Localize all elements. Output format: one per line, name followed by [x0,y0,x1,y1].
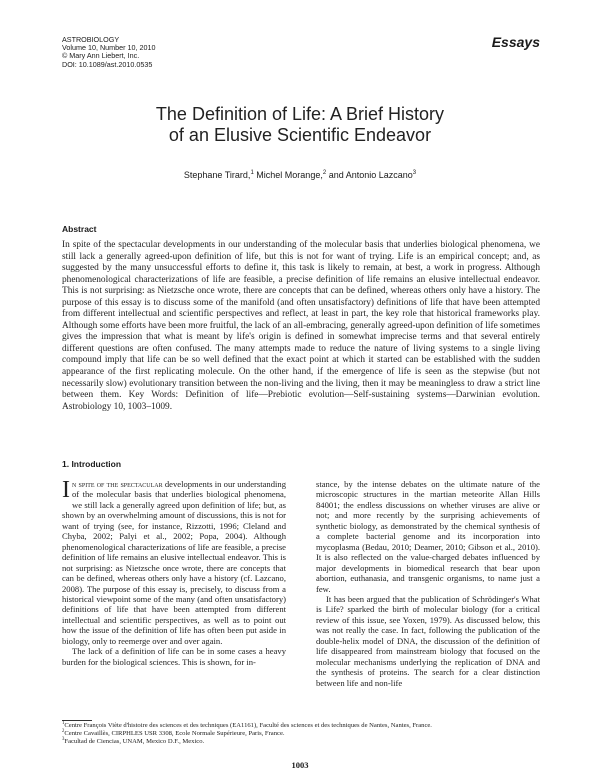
footnote [62,730,542,738]
body-paragraph: stance, by the intense debates on the ultimate nature of the microscopic structures in the martian meteorite Allan Hills 84001; the endless discussions on whether viruses are alive or not; and more recently by the surprising achievements of synthetic biology, as demonstrated by the chemical synthesis of a complete bacterial genome and its incorporation into mycoplasma (Bedau, 2010; Deamer, 2010; Gibson et al., 2010). It is also reflected on the value-charged debates influenced by major developments in biomedical research that bear upon abortion, euthanasia, and transgenic organisms, to name just a few. [316,479,540,594]
journal-header [62,36,156,69]
footnote-mark: 1 [62,720,65,726]
author-name: and Antonio Lazcano [328,170,413,180]
footnote [62,738,542,746]
journal-volume: Volume 10, Number 10, 2010 [62,43,156,53]
author-list [0,170,600,180]
footnote-mark: 2 [62,728,65,734]
author-name: Michel Morange, [256,170,323,180]
author-name: Stephane Tirard, [183,170,251,180]
footnote [62,722,542,730]
body-paragraph: The lack of a definition of life can be in some cases a heavy burden for the biological sciences. This is shown, for in- [62,646,286,667]
footnote-text: Centre Cavaillès, CIRPHLES USR 3308, Ecole Normale Supérieure, Paris, France. [64,730,285,738]
author-affiliation-mark: 1 [250,170,254,176]
page-number: 1003 [291,760,309,770]
footnote-mark: 3 [62,737,65,742]
body-paragraph: It has been argued that the publication of Schrödinger's What is Life? sparked the birth of molecular biology (for a critical review of this issue, see Yoxen, 1979). As discussed below, this was not really the case. In fact, following the publication of the double-helix model of DNA, the discussion of the definition of life disappeared from mainstream biology that focused on the molecular mechanisms underlying the replication of DNA and the synthesis of proteins. The search for a clear distinction between life and non-life [316,593,540,688]
author-affiliation-mark: 3 [412,170,417,176]
section-label: Essays [491,34,540,50]
abstract-text: In spite of the spectacular developments in our understanding of the molecular basis that underlies biological phenomena, we still lack a generally agreed-upon definition of life, but this is not for want of trying. Life is an empirical concept; and, as suggested by the many unsuccessful efforts to define it, this task is likely to remain, at best, a work in progress. Although phenomenological characterizations of life are feasible, a precise definition of life remains an elusive intellectual endeavor. This is not surprising: as Nietzsche once wrote, there are concepts that can be defined, whereas others only have a history. The purpose of this essay is to discuss some of the manifold (and often unsatisfactory) definitions of life that have been attempted from different intellectual and scientific perspectives and reflect, at least in part, the key role that historical frameworks play. Although some efforts have been more fruitful, the lack of an all-embracing, generally agreed-upon definition of life sometimes gives the impression that what is meant by life's origin is defined in somewhat imprecise terms and that several entirely different questions are often confused. The many attempts made to reduce the nature of living systems to a single living compound imply that life can be so well defined that the exact point at which it started can be established with the sudden appearance of the first replicating molecule. On the other hand, if the emergence of life is seen as the stepwise (but not necessarily slow) evolutionary transition between the non-living and the living, then it may be meaningless to draw a strict line between them. Key Words: Definition of life—Prebiotic evolution—Self-sustaining systems—Darwinian evolution. Astrobiology 10, 1003–1009. [62,240,541,412]
footnote-text: Centre François Viète d'histoire des sciences et des techniques (EA1161), Faculté des sciences et des techniques de Nantes, Nantes, France. [64,722,432,729]
footnote-divider [62,720,92,721]
abstract-heading: Abstract [62,224,97,234]
doi: DOI: 10.1089/ast.2010.0535 [62,59,153,69]
copyright-notice: © Mary Ann Liebert, Inc. [62,51,140,61]
right-column [316,479,540,688]
body-paragraph [62,479,286,646]
journal-name: ASTROBIOLOGY [62,35,120,44]
left-column [62,479,286,667]
introduction-heading: 1. Introduction [62,459,122,469]
title-line-1: The Definition of Life: A Brief History [155,104,445,124]
article-title [0,104,600,146]
footnote-text: Facultad de Ciencias, UNAM, Mexico D.F., Mexico. [64,738,205,746]
title-line-2: of an Elusive Scientific Endeavor [168,125,432,145]
footnotes [62,722,542,746]
author-affiliation-mark: 2 [322,170,327,176]
drop-cap: I [62,477,70,503]
opening-small-caps: n spite of the spectacular [72,479,163,489]
paragraph-text: developments in our understanding of the molecular basis that underlies biological phenomena, we still lack a generally agreed upon definition of life; but, as shown by an overwhelming amount of discussions, this is not for want of trying (see, for instance, Rizzotti, 1996; Cleland and Chyba, 2002; Palyi et al., 2002; Popa, 2004). Although phenomenological characterizations of life are feasible, a precise definition of life remains an elusive intellectual endeavor. This is not surprising: as Nietzsche once wrote, there are concepts that can be defined, whereas others only have a history (cf. Lazcano, 2008). The purpose of this essay is, precisely, to discuss from a historical viewpoint some of the many (and often unsatisfactory) definitions of life that have been attempted from different intellectual and scientific perspectives, as well as to point out how the issue of the definition of life has often been put aside in biology, only to reemerge over and over again. [62,479,286,646]
